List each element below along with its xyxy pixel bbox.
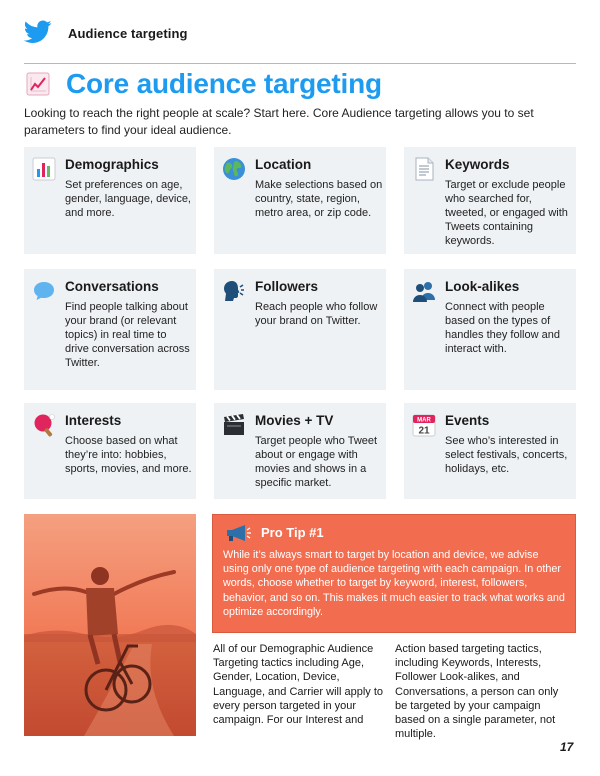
pro-tip-body: While it’s always smart to target by location and device, we advise using only one type of audience targeting with each campaign. In other words, choose whether to target by keyword, interest, followers, behavior, and so on. This makes it much easier to track what works and optimize accordingly. [223,549,565,618]
card-title: Conversations [65,279,159,294]
card-body: Find people talking about your brand (or relevant topics) in real time to drive conversation across Twitter. [65,301,190,369]
card-body: Connect with people based on the types of handles they follow and interact with. [445,301,560,355]
card-location [214,147,386,254]
title-row [24,68,576,104]
card-title: Followers [255,279,319,294]
document-icon [412,157,436,181]
page-number: 17 [560,740,574,754]
speech-bubble-icon [32,279,56,303]
card-body: Target people who Tweet about or engage with movies and shows in a specific market. [255,435,378,489]
card-followers [214,269,386,390]
card-events [404,403,576,499]
header-title: Audience targeting [68,26,188,41]
card-body: Choose based on what they’re into: hobbies, sports, movies, and more. [65,435,192,475]
card-look-alikes [404,269,576,390]
two-people-icon [412,279,436,303]
trending-chart-icon [26,72,50,96]
twitter-bird-icon [24,20,52,44]
card-demographics [24,147,196,254]
pro-tip-box [212,514,576,633]
calendar-day: 21 [418,425,430,437]
cyclist-illustration [24,514,196,736]
card-title: Events [445,413,490,428]
card-conversations [24,269,196,390]
card-keywords [404,147,576,254]
column-right-text: Action based targeting tactics, including Keywords, Interests, Follower Look-alikes, and Conversations, a person can only be targeted by your campaign based on a single parameter, not multiple. [395,643,559,741]
ping-pong-icon [32,413,56,437]
page-title: Core audience targeting [66,68,382,99]
card-body: Target or exclude people who searched for, tweeted, or engaged with Tweets containing keywords. [445,179,568,247]
cyclist-photo [24,514,196,736]
pro-tip-title: Pro Tip #1 [261,525,324,540]
card-body: See who’s interested in select festivals, concerts, holidays, etc. [445,435,568,475]
column-left-text: All of our Demographic Audience Targeting tactics including Age, Gender, Location, Device, Language, and Carrier will apply to every person targeted in your campaign. For our Interest and [213,643,383,727]
card-movies-tv [214,403,386,499]
calendar-month: MAR [417,417,431,424]
card-title: Location [255,157,312,172]
card-title: Movies + TV [255,413,334,428]
card-title: Demographics [65,157,159,172]
card-interests [24,403,196,499]
globe-icon [222,157,246,181]
card-title: Look-alikes [445,279,520,294]
card-title: Keywords [445,157,510,172]
speaking-head-icon [222,279,246,303]
page-header [24,20,576,64]
intro-text: Looking to reach the right people at scale? Start here. Core Audience targeting allows you to set parameters to find your ideal audience. [24,106,534,137]
calendar-icon [412,413,436,437]
clapper-board-icon [222,413,246,437]
bar-chart-icon [32,157,56,181]
card-body: Make selections based on country, state, region, metro area, or zip code. [255,179,383,219]
card-body: Set preferences on age, gender, language, device, and more. [65,179,191,219]
card-title: Interests [65,413,122,428]
card-body: Reach people who follow your brand on Twitter. [255,301,378,327]
megaphone-icon [225,524,251,542]
